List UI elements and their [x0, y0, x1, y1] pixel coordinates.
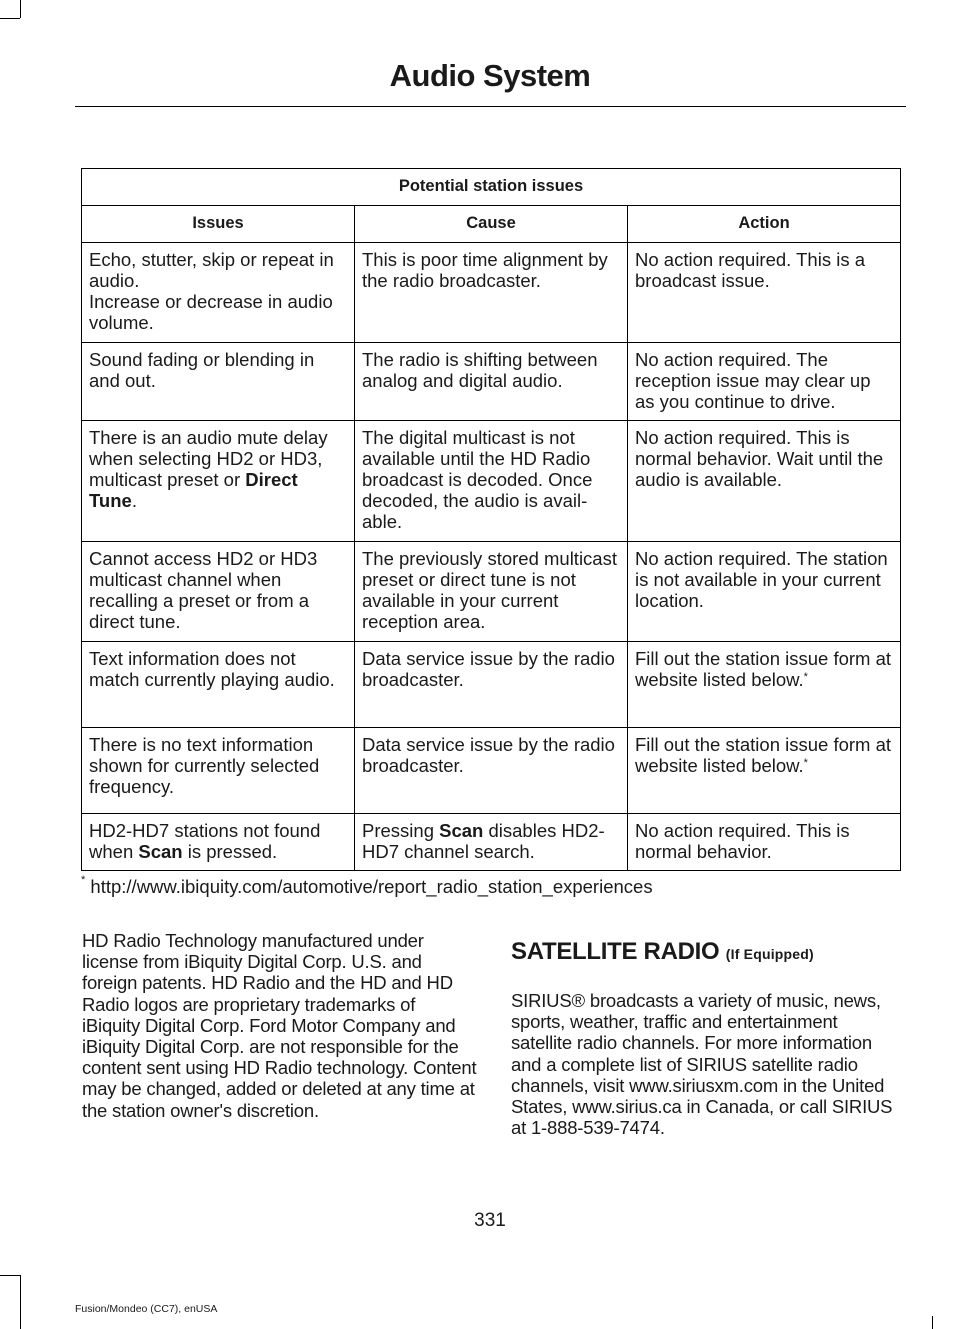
- column-header-issues: Issues: [82, 206, 355, 243]
- footer-model-text: Fusion/Mondeo (CC7), enUSA: [75, 1303, 218, 1315]
- action-cell: [628, 642, 901, 728]
- crop-mark-bottom-left-v: [20, 1275, 21, 1329]
- table-row: [82, 542, 901, 642]
- table-row: [82, 814, 901, 871]
- issue-cell: Sound fading or blending in and out.: [82, 343, 355, 421]
- column-header-action: Action: [628, 206, 901, 243]
- issue-text: Echo, stutter, skip or repeat in audio.: [89, 249, 334, 291]
- footnote-marker: *: [81, 874, 86, 886]
- table-row: [82, 343, 901, 421]
- section-heading-text: SATELLITE RADIO: [511, 938, 720, 965]
- action-cell: [628, 728, 901, 814]
- action-text: Fill out the station issue form at website listed below.: [635, 648, 892, 690]
- issue-text-end: is pressed.: [182, 841, 278, 862]
- crop-mark-bottom-right-v: [932, 1316, 933, 1329]
- issue-text: Increase or decrease in audio volume.: [89, 291, 333, 333]
- potential-station-issues-table: [81, 168, 901, 871]
- satellite-radio-paragraph: SIRIUS® broadcasts a variety of music, news, sports, weather, traffic and entertainment satellite radio channels. For more information and a complete list of SIRIUS satellite radio channels, visit www.siriusxm.com in the United States, www.sirius.ca in Canada, or call SIRIUS at 1-888-539-7474.: [511, 990, 893, 1139]
- issue-cell: Cannot access HD2 or HD3 multicast channel when recalling a preset or from a direct tune.: [82, 542, 355, 642]
- hd-radio-paragraph: HD Radio Technology manufactured under license from iBiquity Digital Corp. U.S. and foreign patents. HD Radio and the HD and HD Radio logos are proprietary trademarks of iBiquity Digital Corp. Ford Motor Company and iBiquity Digital Corp. are not responsible for the content sent using HD Radio technology. Content may be changed, added or deleted at any time at the station owner's discretion.: [82, 930, 477, 1121]
- table-header-row: [82, 206, 901, 243]
- footnote-url: http://www.ibiquity.com/automotive/report_radio_station_experiences: [90, 876, 653, 897]
- table-row: [82, 243, 901, 343]
- crop-mark-bottom-left-h: [0, 1275, 20, 1276]
- footnote-marker: *: [803, 757, 808, 769]
- table-footnote: [81, 876, 653, 898]
- cause-cell: This is poor time alignment by the radio broadcaster.: [355, 243, 628, 343]
- cause-cell: Data service issue by the radio broadcaster.: [355, 642, 628, 728]
- action-cell: No action required. This is normal behavior.: [628, 814, 901, 871]
- satellite-radio-heading: [511, 938, 814, 966]
- issue-cell: [82, 814, 355, 871]
- cause-cell: [355, 814, 628, 871]
- direct-tune-label: Direct Tune: [89, 469, 298, 511]
- scan-label: Scan: [138, 841, 183, 862]
- issue-text-end: .: [131, 490, 137, 511]
- issue-cell: [82, 243, 355, 343]
- cause-cell: The radio is shifting between analog and digital audio.: [355, 343, 628, 421]
- cause-cell: The previously stored multicast preset or direct tune is not available in your current reception area.: [355, 542, 628, 642]
- crop-mark-top-left-v: [20, 0, 21, 18]
- cause-cell: The digital multicast is not available until the HD Radio broadcast is decoded. Once decoded, the audio is avail-able.: [355, 421, 628, 542]
- issue-cell: [82, 421, 355, 542]
- if-equipped-qualifier: (If Equipped): [725, 946, 814, 962]
- action-cell: No action required. This is a broadcast issue.: [628, 243, 901, 343]
- cause-text: Pressing: [362, 820, 440, 841]
- column-header-cause: Cause: [355, 206, 628, 243]
- issue-text: There is an audio mute delay when selecting HD2 or HD3, multicast preset or: [89, 427, 328, 490]
- action-text: Fill out the station issue form at website listed below.: [635, 734, 892, 776]
- action-cell: No action required. This is normal behavior. Wait until the audio is available.: [628, 421, 901, 542]
- table-row: [82, 421, 901, 542]
- issue-text: HD2-HD7 stations not found when: [89, 820, 321, 862]
- action-cell: No action required. The reception issue may clear up as you continue to drive.: [628, 343, 901, 421]
- table-row: [82, 642, 901, 728]
- page-number: 331: [474, 1210, 506, 1231]
- table-caption: Potential station issues: [82, 169, 901, 206]
- cause-cell: Data service issue by the radio broadcaster.: [355, 728, 628, 814]
- scan-label: Scan: [439, 820, 484, 841]
- issue-cell: Text information does not match currently playing audio.: [82, 642, 355, 728]
- action-cell: No action required. The station is not available in your current location.: [628, 542, 901, 642]
- page-title: Audio System: [389, 58, 591, 93]
- cause-text-end: disables HD2-HD7 channel search.: [362, 820, 605, 862]
- table-row: [82, 728, 901, 814]
- footnote-marker: *: [803, 671, 808, 683]
- issue-cell: There is no text information shown for currently selected frequency.: [82, 728, 355, 814]
- crop-mark-top-left-h: [0, 18, 20, 19]
- table-caption-row: [82, 169, 901, 206]
- header-divider: [75, 106, 906, 107]
